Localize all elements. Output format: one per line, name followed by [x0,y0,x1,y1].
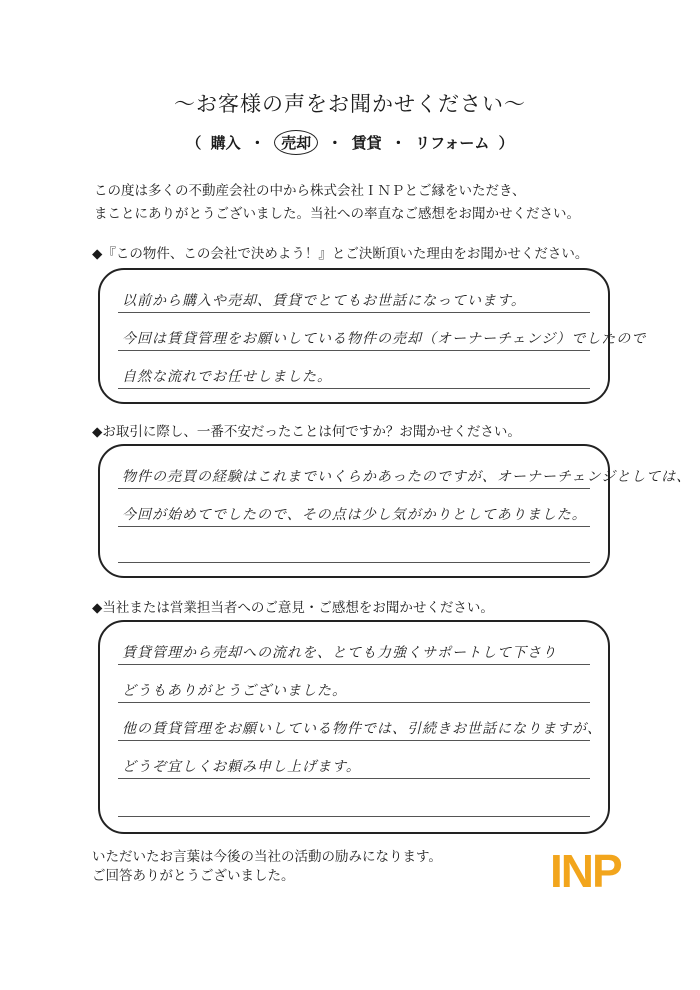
category-close-paren: ） [498,134,514,152]
category-separator: ・ [327,134,343,152]
question-2-label: ◆お取引に際し、一番不安だったことは何ですか？お聞かせください。 [92,424,521,440]
category-buy: 購入 [210,134,241,152]
answer-box-3 [98,620,610,834]
ruled-line [118,350,590,351]
category-rent: 賃貸 [351,134,382,152]
answer-2-line-1: 物件の売買の経験はこれまでいくらかあったのですが、オーナーチェンジとしては、 [122,469,692,485]
answer-box-1 [98,268,647,404]
intro-line-2: まことにありがとうございました。当社への率直なご感想をお聞かせください。 [94,206,580,222]
ruled-line [118,740,590,741]
ruled-line [118,778,590,779]
answer-box-2 [98,444,692,578]
inp-logo: INP [550,845,621,897]
footer-line-1: いただいたお言葉は今後の当社の活動の励みになります。 [92,849,442,865]
ruled-line [118,702,590,703]
category-selector [0,130,700,155]
answer-3-line-1: 賃貸管理から売却への流れを、とても力強くサポートして下さり [122,645,557,661]
question-3-label: ◆当社または営業担当者へのご意見・ご感想をお聞かせください。 [92,600,494,616]
ruled-line [118,816,590,817]
answer-3-line-3: 他の賃貸管理をお願いしている物件では、引続きお世話になりますが、 [122,721,602,737]
answer-3-line-2: どうもありがとうございました。 [122,683,347,699]
answer-1-line-3: 自然な流れでお任せしました。 [122,369,332,385]
ruled-line [118,664,590,665]
answer-2-line-2: 今回が始めてでしたので、その点は少し気がかりとしてありました。 [122,507,587,523]
ruled-line [118,388,590,389]
page-title: ～お客様の声をお聞かせください～ [174,92,526,116]
ruled-line [118,526,590,527]
answer-1-line-2: 今回は賃貸管理をお願いしている物件の売却（オーナーチェンジ）でしたので [122,331,647,347]
ruled-line [118,312,590,313]
ruled-line [118,562,590,563]
category-sell-circled: 売却 [274,130,318,155]
ruled-line [118,488,590,489]
category-separator: ・ [390,134,406,152]
intro-text [94,180,580,226]
intro-line-1: この度は多くの不動産会社の中から株式会社ＩＮＰとご縁をいただき、 [94,183,526,199]
footer-text [92,848,442,886]
category-open-paren: （ [186,134,202,152]
category-separator: ・ [249,134,265,152]
answer-1-line-1: 以前から購入や売却、賃貸でとてもお世話になっています。 [122,293,526,309]
category-reform: リフォーム [415,134,490,152]
footer-line-2: ご回答ありがとうございました。 [92,868,295,884]
question-1-label: ◆『この物件、この会社で決めよう！』とご決断頂いた理由をお聞かせください。 [92,246,589,262]
answer-3-line-4: どうぞ宜しくお頼み申し上げます。 [122,759,361,775]
